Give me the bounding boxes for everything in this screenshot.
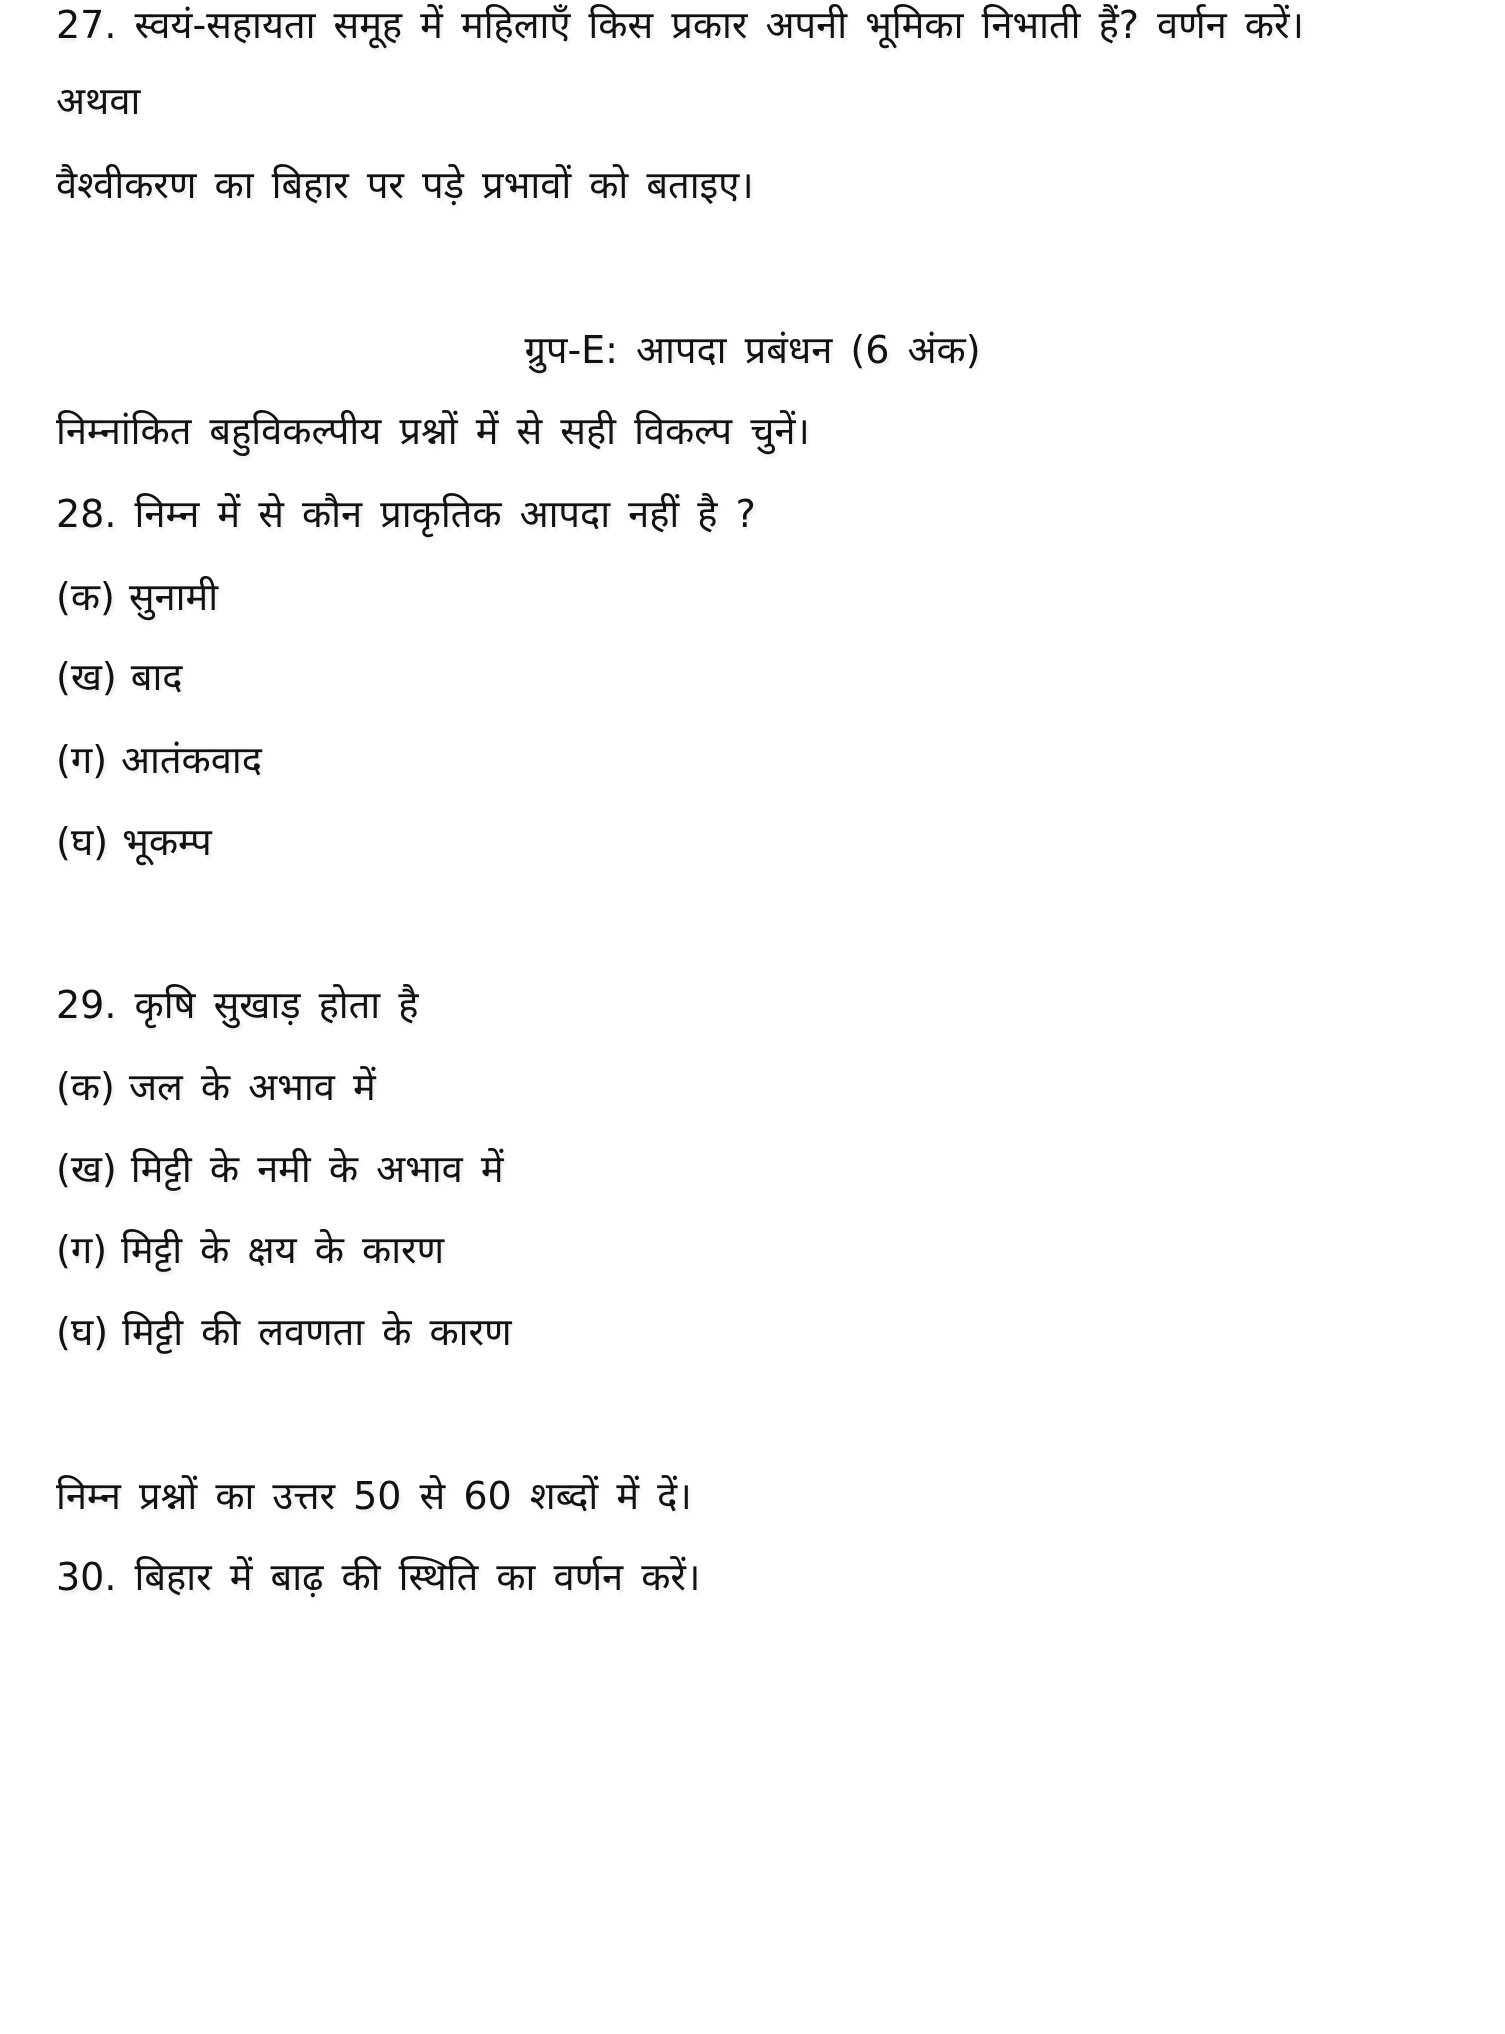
option-label: (घ) [56,820,109,864]
question-28-option-d [56,817,212,867]
question-30-text: 30. बिहार में बाढ़ की स्थिति का वर्णन करें। [56,1555,701,1599]
option-text: मिट्टी के नमी के अभाव में [130,1147,504,1191]
short-answer-instruction: निम्न प्रश्नों का उत्तर 50 से 60 शब्दों में दें। [56,1474,692,1518]
or-label: अथवा [56,79,141,123]
question-28-option-b [56,652,182,702]
option-text: मिट्टी की लवणता के कारण [122,1310,512,1354]
option-text: जल के अभाव में [128,1065,376,1109]
option-label: (घ) [56,1310,109,1354]
option-text: बाद [130,655,183,699]
option-label: (क) [56,1065,115,1109]
question-28-option-a [56,572,218,622]
option-text: आतंकवाद [121,738,262,782]
question-27-alternative: वैश्वीकरण का बिहार पर पड़े प्रभावों को बताइए। [56,163,754,207]
option-label: (ग) [56,1228,108,1272]
question-28-option-c [56,735,262,785]
option-label: (ग) [56,738,108,782]
option-label: (ख) [56,655,117,699]
question-29-option-d [56,1307,512,1357]
option-text: भूकम्प [122,820,212,864]
question-29-option-a [56,1062,376,1112]
question-27-text: 27. स्वयं-सहायता समूह में महिलाएँ किस प्रकार अपनी भूमिका निभाती हैं? वर्णन करें। [56,3,1304,47]
question-29-option-c [56,1225,444,1275]
question-28-text: 28. निम्न में से कौन प्राकृतिक आपदा नहीं है ? [56,492,756,536]
option-label: (क) [56,575,115,619]
question-29-text: 29. कृषि सुखाड़ होता है [56,983,419,1027]
option-label: (ख) [56,1147,117,1191]
section-heading: ग्रुप-E: आपदा प्रबंधन (6 अंक) [524,328,981,372]
question-29-option-b [56,1144,504,1194]
option-text: सुनामी [128,575,219,619]
mcq-instruction: निम्नांकित बहुविकल्पीय प्रश्नों में से सही विकल्प चुनें। [56,409,810,453]
option-text: मिट्टी के क्षय के कारण [121,1228,445,1272]
